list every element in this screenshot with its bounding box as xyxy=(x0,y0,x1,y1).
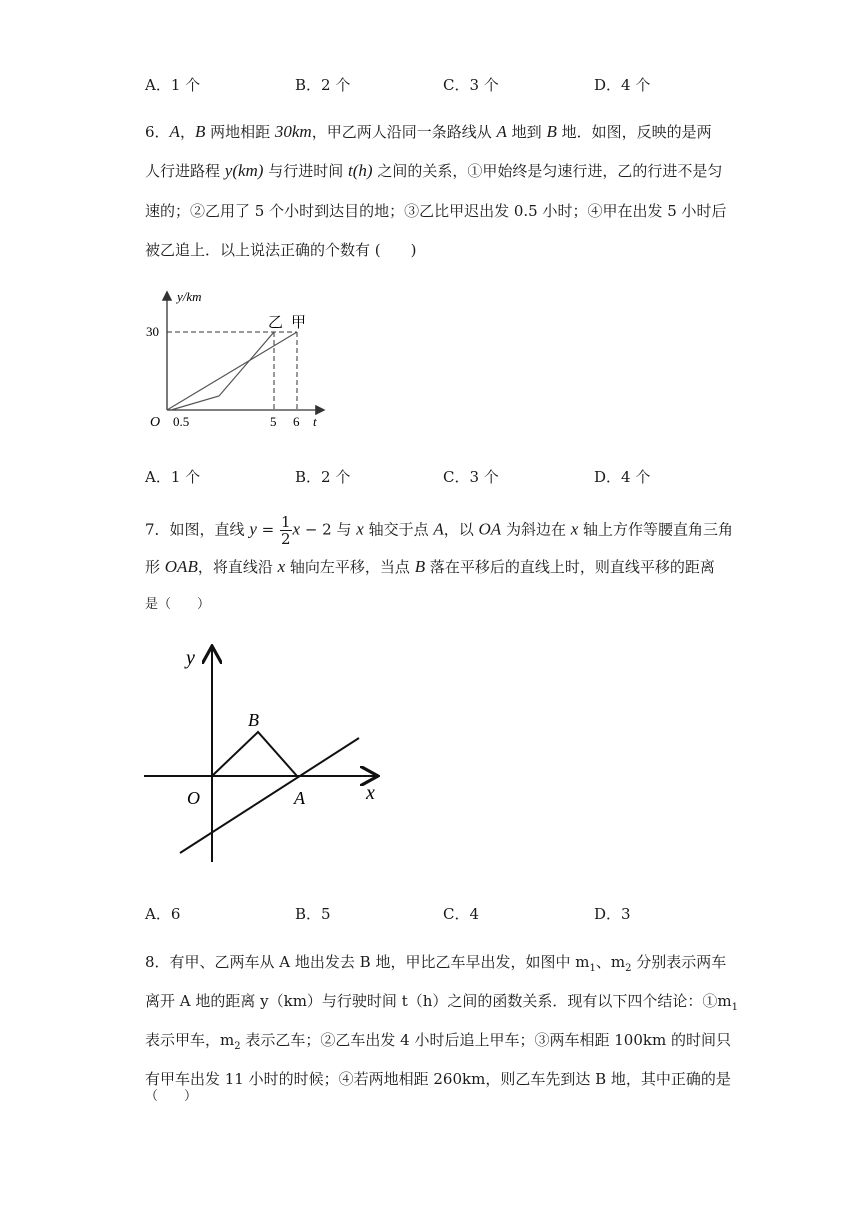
q5-option-c[interactable]: C．3 个 xyxy=(443,76,499,94)
q8-line-2: 离开 A 地的距离 y（km）与行驶时间 t（h）之间的函数关系．现有以下四个结论：$①m_1$ xyxy=(145,992,738,1013)
q8-line-3: 表示甲车，$m_2$ 表示乙车；②乙车出发 4 小时后追上甲车；③两车相距 100km 的时间只 xyxy=(145,1031,731,1052)
q7-options xyxy=(145,903,765,925)
q6-option-b[interactable]: B．2 个 xyxy=(295,468,351,486)
q7-option-b[interactable]: B．5 xyxy=(295,905,331,923)
q8-line-4: 有甲车出发 11 小时的时候；④若两地相距 260km，则乙车先到达 B 地，其中正确的是 xyxy=(145,1070,731,1088)
q7-point-b: B xyxy=(248,710,259,730)
q7-line xyxy=(180,738,359,853)
q6-options xyxy=(145,466,765,488)
q7-point-a: A xyxy=(294,788,305,808)
q6-x-label: t xyxy=(313,414,317,429)
q6-graph xyxy=(140,285,340,435)
q7-origin: O xyxy=(187,788,200,808)
q6-option-c[interactable]: C．3 个 xyxy=(443,468,499,486)
q6-tick-0-5: 0.5 xyxy=(173,414,190,429)
q7-x-label: x xyxy=(366,782,375,804)
q6-option-a[interactable]: A．1 个 xyxy=(145,468,201,486)
q5-option-a[interactable]: A．1 个 xyxy=(145,76,201,94)
q8-line-1: 8．有甲、乙两车从 A 地出发去 B 地，甲比乙车早出发，如图中 $m_1$、$m_2$ 分别表示两车 xyxy=(145,953,727,974)
q7-line-2: 形 OAB，将直线沿 x 轴向左平移，当点 B 落在平移后的直线上时，则直线平移的距离 xyxy=(145,557,715,576)
q6-tick-6: 6 xyxy=(293,414,300,429)
q6-option-d[interactable]: D．4 个 xyxy=(594,468,651,486)
q7-y-label: y xyxy=(186,647,195,669)
q7-option-c[interactable]: C．4 xyxy=(443,905,480,923)
q6-line-2: 人行进路程 y(km) 与行进时间 t(h) 之间的关系，①甲始终是匀速行进，乙的行进不是匀 xyxy=(145,161,723,180)
q6-label-yi: 乙 xyxy=(268,315,284,331)
q7-triangle xyxy=(212,732,297,776)
q5-options xyxy=(145,74,765,96)
q6-label-jia: 甲 xyxy=(291,315,307,331)
q6-line-1: 6．A，B 两地相距 30km，甲乙两人沿同一条路线从 A 地到 B 地．如图，反映的是两 xyxy=(145,122,712,141)
q7-line-3: 是（ ） xyxy=(145,597,211,612)
q5-option-d[interactable]: D．4 个 xyxy=(594,76,651,94)
q6-line-3: 速的；②乙用了 5 个小时到达目的地；③乙比甲迟出发 0.5 小时；④甲在出发 5 小时后 xyxy=(145,202,727,220)
q8-line-5: （ ） xyxy=(145,1089,198,1104)
q6-line-4: 被乙追上．以上说法正确的个数有 ( ) xyxy=(145,241,417,259)
q6-origin: O xyxy=(150,415,161,430)
q6-y-tick-30: 30 xyxy=(146,324,159,339)
q7-graph xyxy=(140,640,390,870)
q7-option-a[interactable]: A．6 xyxy=(145,905,181,923)
q6-tick-5: 5 xyxy=(270,414,277,429)
q7-line-1: 7．如图，直线 y = $\frac{1}{2}$ x − 2 与 x 轴交于点 A，以 OA 为斜边在 x 轴上方作等腰直角三角 xyxy=(145,513,734,548)
q6-line-jia xyxy=(167,332,297,410)
q6-y-label: y/km xyxy=(177,289,202,304)
q7-fraction: $\frac{1}{2}$ xyxy=(280,513,291,548)
q5-option-b[interactable]: B．2 个 xyxy=(295,76,351,94)
q7-option-d[interactable]: D．3 xyxy=(594,905,631,923)
